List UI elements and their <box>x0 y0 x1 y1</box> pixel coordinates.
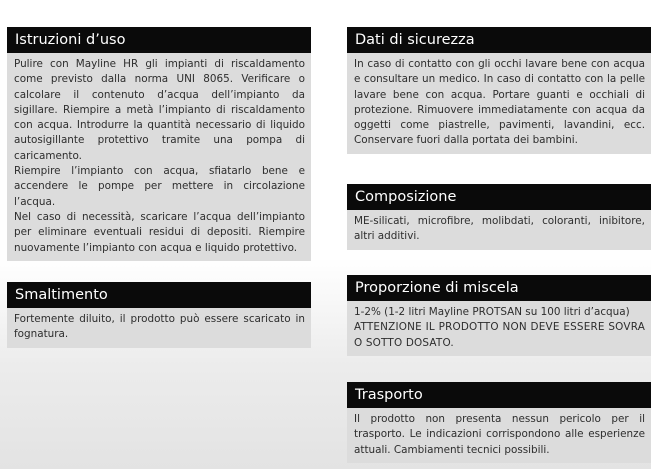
section-dati-sicurezza <box>347 27 651 154</box>
paragraph: Pulire con Mayline HR gli impianti di riscaldamento come previsto dalla norma UNI 8065. Verificare o calcolare il contenuto d’acqua dell’impianto da sigillare. Riempire a metà l’impianto di riscaldamento con acqua. Introdurre la quantità necessario di liquido autosigillante protettivo tramite una pompa di caricamento. <box>14 58 305 162</box>
section-istruzioni-uso <box>7 27 311 261</box>
section-body <box>347 53 651 154</box>
section-body <box>7 53 311 261</box>
warning-text: ATTENZIONE IL PRODOTTO NON DEVE ESSERE SOVRA O SOTTO DOSATO. <box>354 321 645 349</box>
paragraph: Riempire l’impianto con acqua, sfiatarlo bene e accendere le pompe per mettere in circolazione l’acqua. <box>14 165 305 208</box>
section-body <box>347 301 651 356</box>
paragraph: Nel caso di necessità, scaricare l’acqua dell’impianto per eliminare eventuali residui di depositi. Riempire nuovamente l’impianto con acqua e liquido protettivo. <box>14 210 305 254</box>
section-title: Proporzione di miscela <box>347 275 651 301</box>
section-title: Dati di sicurezza <box>347 27 651 53</box>
paragraph: Il prodotto non presenta nessun pericolo per il trasporto. Le indicazioni corrispondono alle esperienze attuali. Cambiamenti tecnici possibili. <box>354 413 645 456</box>
section-title: Composizione <box>347 184 651 210</box>
section-trasporto <box>347 382 651 463</box>
section-smaltimento <box>7 282 311 348</box>
section-proporzione-miscela <box>347 275 651 356</box>
paragraph: 1-2% (1-2 litri Mayline PROTSAN su 100 litri d’acqua) <box>354 306 630 318</box>
section-composizione <box>347 184 651 250</box>
section-body <box>7 308 311 348</box>
paragraph: In caso di contatto con gli occhi lavare bene con acqua e consultare un medico. In caso di contatto con la pelle lavare bene con acqua. Portare guanti e occhiali di protezione. Rimuovere immediatamente con acqua da oggetti come piastrelle, pavimenti, lavandini, ecc. Conservare fuori dalla portata dei bambini. <box>354 58 645 147</box>
section-title: Trasporto <box>347 382 651 408</box>
section-title: Smaltimento <box>7 282 311 308</box>
section-body <box>347 210 651 250</box>
section-title: Istruzioni d’uso <box>7 27 311 53</box>
paragraph: ME-silicati, microfibre, molibdati, coloranti, inibitore, altri additivi. <box>354 215 645 243</box>
paragraph: Fortemente diluito, il prodotto può essere scaricato in fognatura. <box>14 313 305 341</box>
section-body <box>347 408 651 463</box>
